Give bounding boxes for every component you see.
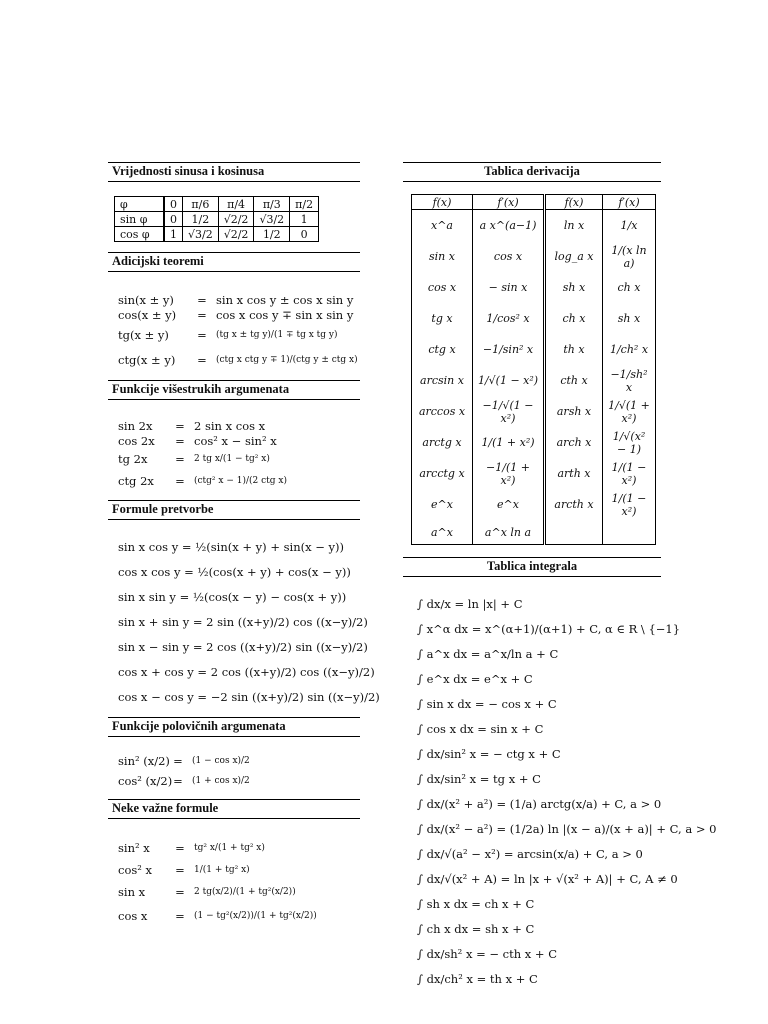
formula-line: sin x − sin y = 2 cos ((x+y)/2) sin ((x−y)/2) [118, 639, 368, 654]
formula-lhs: cos² (x/2) [118, 774, 173, 788]
section-title-visestruki: Funkcije višestrukih argumenata [108, 380, 360, 400]
formula-row [118, 771, 360, 791]
table-cell: −1/sin² x [473, 334, 545, 365]
formula-row [118, 307, 360, 322]
table-row [412, 458, 656, 489]
formula-rhs: cos² x − sin² x [194, 433, 277, 448]
formula-eq: = [197, 292, 207, 307]
formula-lhs: sin² (x/2) [118, 754, 170, 768]
table-cell: 0 [164, 212, 183, 227]
table-cell: cos φ [115, 227, 165, 242]
table-cell: cos x [473, 241, 545, 272]
formula-rhs: 2 tg(x/2)/(1 + tg²(x/2)) [194, 887, 296, 897]
formula-line: sin x + sin y = 2 sin ((x+y)/2) cos ((x−y)/2) [118, 614, 368, 629]
table-cell: arcsin x [412, 365, 473, 396]
table-cell: tg x [412, 303, 473, 334]
section-title-adicijski: Adicijski teoremi [108, 252, 360, 272]
formula-rhs: (1 + cos x)/2 [192, 776, 250, 786]
left-column [108, 162, 380, 937]
table-row [412, 489, 656, 520]
formula-eq: = [175, 418, 185, 433]
formula-rhs: sin x cos y ± cos x sin y [216, 292, 354, 307]
table-header-cell: f(x) [545, 195, 603, 210]
formula-eq: = [175, 841, 185, 855]
table-cell: π/2 [290, 197, 319, 212]
table-row [412, 303, 656, 334]
table-header-cell: f′(x) [603, 195, 656, 210]
table-cell: 1/√(x² − 1) [603, 427, 656, 458]
formula-lhs: sin(x ± y) [118, 292, 174, 307]
formula-rhs: tg² x/(1 + tg² x) [194, 843, 265, 853]
formula-rhs: 2 sin x cos x [194, 418, 266, 433]
formula-rhs: (tg x ± tg y)/(1 ∓ tg x tg y) [216, 329, 338, 340]
polovicni-formulas [118, 751, 360, 791]
section-title-pretvorbe: Formule pretvorbe [108, 500, 360, 520]
table-row [412, 365, 656, 396]
formula-line: ∫ dx/ch² x = th x + C [417, 971, 538, 986]
table-cell: 1/2 [183, 212, 219, 227]
table-cell: ctg x [412, 334, 473, 365]
table-cell: 1/2 [254, 227, 290, 242]
table-header-cell: f(x) [412, 195, 473, 210]
table-cell: π/4 [218, 197, 254, 212]
formula-line: ∫ cos x dx = sin x + C [417, 721, 544, 736]
formula-line: ∫ dx/x = ln |x| + C [417, 596, 523, 611]
table-row [412, 520, 656, 545]
formula-rhs: 1/(1 + tg² x) [194, 865, 250, 875]
table-cell: log_a x [545, 241, 603, 272]
formula-lhs: sin x [118, 885, 146, 899]
section-title-sinus: Vrijednosti sinusa i kosinusa [108, 162, 360, 182]
table-cell: φ [115, 197, 165, 212]
section-title-derivacije: Tablica derivacija [403, 162, 661, 182]
table-row [412, 334, 656, 365]
table-cell: 1/(1 − x²) [603, 489, 656, 520]
formula-row [118, 859, 360, 881]
formula-eq: = [197, 352, 207, 367]
table-cell: arsh x [545, 396, 603, 427]
formula-row [118, 322, 360, 347]
formula-lhs: ctg(x ± y) [118, 352, 176, 367]
table-cell [603, 520, 656, 545]
formula-line: ∫ dx/√(a² − x²) = arcsin(x/a) + C, a > 0 [417, 846, 643, 861]
formula-row [118, 903, 360, 929]
formula-line: cos x + cos y = 2 cos ((x+y)/2) cos ((x−y)/2) [118, 664, 375, 679]
formula-lhs: sin 2x [118, 418, 153, 433]
table-row [412, 210, 656, 242]
table-cell: 1/(1 − x²) [603, 458, 656, 489]
formula-line: cos x − cos y = −2 sin ((x+y)/2) sin ((x−y)/2) [118, 689, 380, 704]
formula-row [118, 433, 360, 448]
formula-line: ∫ dx/(x² + a²) = (1/a) arctg(x/a) + C, a > 0 [417, 796, 662, 811]
table-header-row [412, 195, 656, 210]
formula-line: ∫ x^α dx = x^(α+1)/(α+1) + C, α ∈ R \ {−1} [417, 621, 681, 636]
vazne-formulas [118, 837, 360, 929]
table-cell: √2/2 [218, 212, 254, 227]
formula-lhs: cos² x [118, 863, 153, 877]
table-row [412, 241, 656, 272]
formula-lhs: tg(x ± y) [118, 327, 169, 342]
table-cell: th x [545, 334, 603, 365]
formula-rhs: (ctg x ctg y ∓ 1)/(ctg y ± ctg x) [216, 354, 358, 365]
formula-row [118, 470, 360, 492]
formula-line: ∫ sin x dx = − cos x + C [417, 696, 557, 711]
formula-row [118, 837, 360, 859]
table-cell: a^x ln a [473, 520, 545, 545]
formula-row [118, 881, 360, 903]
visestruki-formulas [118, 418, 360, 492]
formula-line: ∫ ch x dx = sh x + C [417, 921, 535, 936]
table-cell: cos x [412, 272, 473, 303]
table-cell: 1/√(1 + x²) [603, 396, 656, 427]
table-cell: arcctg x [412, 458, 473, 489]
adicijski-formulas [118, 292, 360, 372]
formula-rhs: cos x cos y ∓ sin x sin y [216, 307, 354, 322]
table-row [412, 427, 656, 458]
formula-rhs: 2 tg x/(1 − tg² x) [194, 454, 270, 464]
formula-line: ∫ e^x dx = e^x + C [417, 671, 533, 686]
table-cell: − sin x [473, 272, 545, 303]
table-cell: sh x [603, 303, 656, 334]
table-cell: 1/(x ln a) [603, 241, 656, 272]
formula-lhs: tg 2x [118, 452, 148, 466]
formula-eq: = [175, 433, 185, 448]
formula-rhs: (1 − cos x)/2 [192, 756, 250, 766]
section-title-vazne: Neke važne formule [108, 799, 360, 819]
formula-line: cos x cos y = ½(cos(x + y) + cos(x − y)) [118, 564, 351, 579]
pretvorbe-formulas [118, 534, 380, 709]
table-cell: π/3 [254, 197, 290, 212]
formula-lhs: sin² x [118, 841, 150, 855]
table-cell: ch x [603, 272, 656, 303]
table-cell: 1/√(1 − x²) [473, 365, 545, 396]
table-cell: a x^(a−1) [473, 210, 545, 242]
formula-lhs: cos(x ± y) [118, 307, 177, 322]
table-cell: −1/sh² x [603, 365, 656, 396]
formula-lhs: cos x [118, 909, 148, 923]
table-cell: 1/cos² x [473, 303, 545, 334]
table-cell: 1/ch² x [603, 334, 656, 365]
formula-eq: = [175, 909, 185, 923]
formula-eq: = [173, 754, 183, 768]
formula-eq: = [175, 474, 185, 488]
section-title-integrali: Tablica integrala [403, 557, 661, 577]
formula-line: ∫ dx/sin² x = tg x + C [417, 771, 541, 786]
formula-lhs: cos 2x [118, 433, 155, 448]
table-cell: ch x [545, 303, 603, 334]
formula-rhs: (ctg² x − 1)/(2 ctg x) [194, 476, 287, 486]
table-cell: x^a [412, 210, 473, 242]
table-cell: arctg x [412, 427, 473, 458]
table-cell: 1 [164, 227, 183, 242]
derivative-table [411, 194, 656, 545]
table-cell: a^x [412, 520, 473, 545]
formula-eq: = [175, 863, 185, 877]
table-cell [545, 520, 603, 545]
table-cell: 0 [164, 197, 183, 212]
formula-row [118, 448, 360, 470]
table-cell: sin φ [115, 212, 165, 227]
formula-row [118, 292, 360, 307]
table-cell: 1/(1 + x²) [473, 427, 545, 458]
table-row [412, 272, 656, 303]
formula-line: ∫ dx/sin² x = − ctg x + C [417, 746, 561, 761]
formula-line: ∫ dx/(x² − a²) = (1/2a) ln |(x − a)/(x + a)| + C, a > 0 [417, 821, 717, 836]
table-cell: 1/x [603, 210, 656, 242]
formula-line: sin x sin y = ½(cos(x − y) − cos(x + y)) [118, 589, 347, 604]
table-cell: 1 [290, 212, 319, 227]
table-cell: −1/(1 + x²) [473, 458, 545, 489]
table-cell: sin x [412, 241, 473, 272]
formula-eq: = [175, 885, 185, 899]
table-cell: e^x [412, 489, 473, 520]
table-cell: √3/2 [183, 227, 219, 242]
formula-rhs: (1 − tg²(x/2))/(1 + tg²(x/2)) [194, 911, 317, 921]
formula-row [118, 347, 360, 372]
table-cell: cth x [545, 365, 603, 396]
formula-line: sin x cos y = ½(sin(x + y) + sin(x − y)) [118, 539, 344, 554]
table-cell: arcth x [545, 489, 603, 520]
formula-lhs: ctg 2x [118, 474, 154, 488]
formula-eq: = [175, 452, 185, 466]
formula-eq: = [173, 774, 183, 788]
sin-cos-table [114, 196, 319, 242]
table-cell: −1/√(1 − x²) [473, 396, 545, 427]
formula-line: ∫ a^x dx = a^x/ln a + C [417, 646, 559, 661]
section-title-polovicni: Funkcije polovičnih argumenata [108, 717, 360, 737]
formula-line: ∫ sh x dx = ch x + C [417, 896, 535, 911]
table-cell: √3/2 [254, 212, 290, 227]
table-cell: e^x [473, 489, 545, 520]
formula-row [118, 418, 360, 433]
formula-eq: = [197, 327, 207, 342]
table-cell: ln x [545, 210, 603, 242]
formula-line: ∫ dx/sh² x = − cth x + C [417, 946, 558, 961]
table-header-cell: f′(x) [473, 195, 545, 210]
table-cell: arth x [545, 458, 603, 489]
formula-row [118, 751, 360, 771]
table-row [412, 396, 656, 427]
integral-formulas [417, 591, 717, 991]
formula-line: ∫ dx/√(x² + A) = ln |x + √(x² + A)| + C, A ≠ 0 [417, 871, 678, 886]
right-column [403, 162, 717, 991]
formula-eq: = [197, 307, 207, 322]
table-cell: 0 [290, 227, 319, 242]
table-cell: arch x [545, 427, 603, 458]
table-cell: arccos x [412, 396, 473, 427]
table-cell: sh x [545, 272, 603, 303]
table-cell: √2/2 [218, 227, 254, 242]
table-cell: π/6 [183, 197, 219, 212]
